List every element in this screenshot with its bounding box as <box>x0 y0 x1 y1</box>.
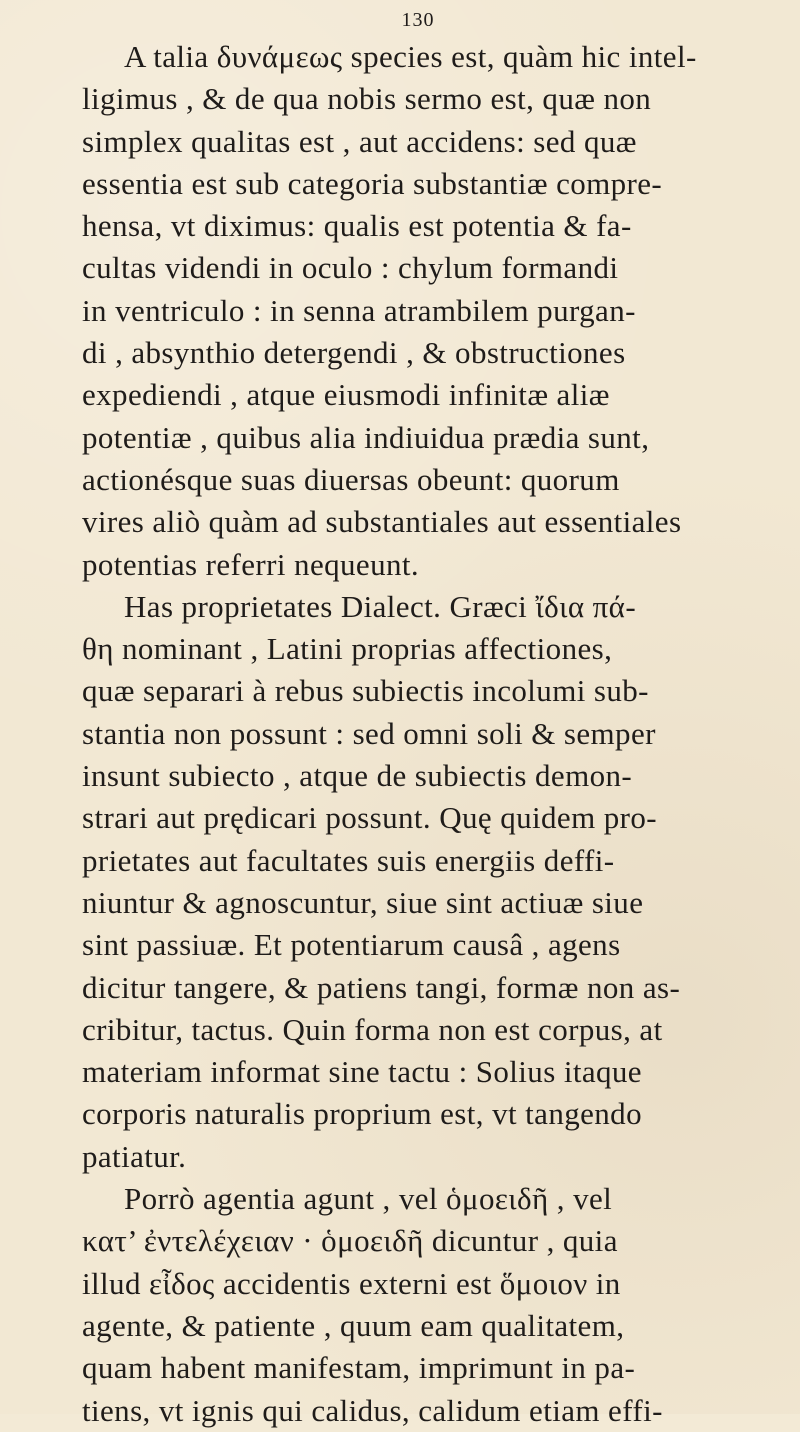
text-line: prietates aut facultates suis energiis deffi- <box>82 842 615 878</box>
text-line: potentiæ , quibus alia indiuidua prædia sunt, <box>82 419 650 455</box>
text-line: in ventriculo : in senna atrambilem purgan- <box>82 292 636 328</box>
text-line: materiam informat sine tactu : Solius itaque <box>82 1054 642 1090</box>
text-line: potentias referri nequeunt. <box>82 546 420 582</box>
text-line: quæ separari à rebus subiectis incolumi sub- <box>82 673 649 709</box>
text-line: essentia est sub categoria substantiæ compre- <box>82 165 663 201</box>
text-line: dicitur tangere, & patiens tangi, formæ non as- <box>82 969 681 1005</box>
text-line: vires aliò quàm ad substantiales aut essentiales <box>82 504 682 540</box>
text-line: ligimus , & de qua nobis sermo est, quæ non <box>82 81 652 117</box>
text-line: hensa, vt diximus: qualis est potentia & fa- <box>82 208 632 244</box>
text-line: insunt subiecto , atque de subiectis demon- <box>82 758 633 794</box>
text-line: agente, & patiente , quum eam qualitatem, <box>82 1307 625 1343</box>
main-text-block <box>82 36 762 1432</box>
text-line: Has proprietates Dialect. Græci ἴδια πά- <box>124 588 637 624</box>
text-line: strari aut prędicari possunt. Quę quidem pro- <box>82 800 657 836</box>
text-line: tiens, vt ignis qui calidus, calidum etiam effi- <box>82 1392 663 1428</box>
text-line: simplex qualitas est , aut accidens: sed quæ <box>82 123 637 159</box>
text-line: patiatur. <box>82 1138 187 1174</box>
text-line: sint passiuæ. Et potentiarum causâ , agens <box>82 927 621 963</box>
text-line: actionésque suas diuersas obeunt: quorum <box>82 461 620 497</box>
text-line: A talia δυνάμεως species est, quàm hic intel- <box>124 39 697 74</box>
text-line: corporis naturalis proprium est, vt tangendo <box>82 1096 642 1132</box>
text-line: cultas videndi in oculo : chylum formandi <box>82 250 619 286</box>
text-line: θη nominant , Latini proprias affectiones, <box>82 631 613 667</box>
page-number: 130 <box>401 9 435 31</box>
text-line: di , absynthio detergendi , & obstructiones <box>82 335 626 371</box>
text-line: expediendi , atque eiusmodi infinitæ aliæ <box>82 377 610 413</box>
text-line: Porrò agentia agunt , vel ὁμοειδῆ , vel <box>124 1181 613 1217</box>
text-line: stantia non possunt : sed omni soli & semper <box>82 715 656 751</box>
text-line: niuntur & agnoscuntur, siue sint actiuæ siue <box>82 884 644 920</box>
text-line: illud εἶδος accidentis externi est ὅμοιον in <box>82 1265 621 1301</box>
text-line: κατ’ ἐντελέχειαν · ὁμοειδῆ dicuntur , quia <box>82 1223 618 1259</box>
text-line: quam habent manifestam, imprimunt in pa- <box>82 1350 636 1386</box>
text-line: cribitur, tactus. Quin forma non est corpus, at <box>82 1011 663 1047</box>
